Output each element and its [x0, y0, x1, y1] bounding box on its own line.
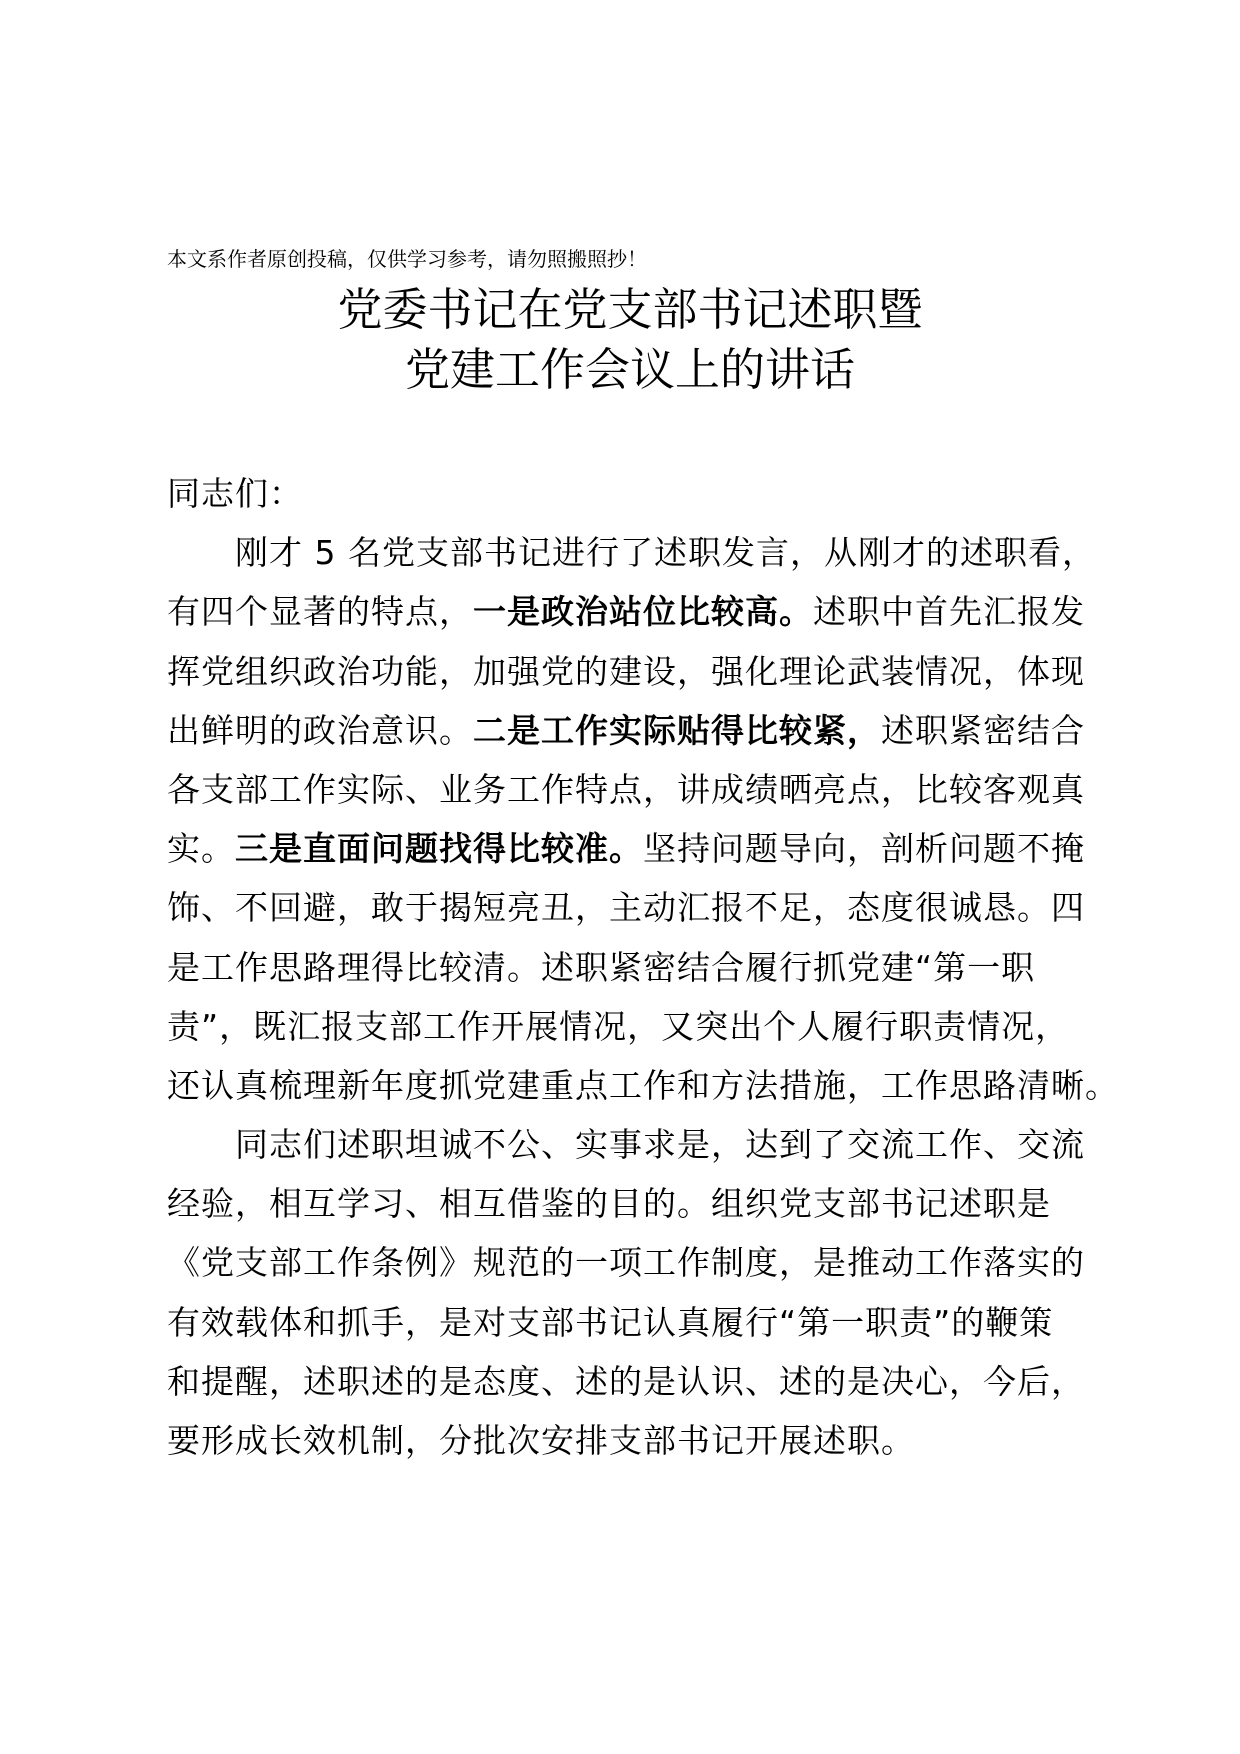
text-line	[167, 1293, 1107, 1352]
document-body	[167, 464, 1119, 1470]
text-run: 责”，既汇报支部工作开展情况，又突出个人履行职责情况，	[167, 1006, 1070, 1046]
text-line	[167, 523, 1107, 582]
text-line	[167, 701, 1107, 760]
salutation: 同志们：	[167, 474, 303, 513]
text-run: 有四个显著的特点，	[167, 592, 473, 632]
bold-text: 一是政治站位比较高。	[473, 592, 813, 632]
text-run: 出鲜明的政治意识。	[167, 710, 473, 750]
bold-text: 二是工作实际贴得比较紧，	[473, 710, 881, 750]
paragraph	[167, 523, 1119, 1115]
text-line	[167, 1233, 1107, 1292]
bold-text: 三是直面问题找得比较准。	[235, 829, 643, 869]
text-run: 同志们述职坦诚不公、实事求是，达到了交流工作、交流	[235, 1125, 1085, 1165]
text-run: 和提醒，述职述的是态度、述的是认识、述的是决心，今后，	[167, 1361, 1085, 1401]
paragraph	[167, 1115, 1107, 1470]
text-run: 坚持问题导向，剖析问题不掩	[643, 829, 1085, 869]
text-line	[167, 582, 1107, 641]
text-run: 还认真梳理新年度抓党建重点工作和方法措施，工作思路清晰。	[167, 1065, 1119, 1105]
text-run: 《党支部工作条例》规范的一项工作制度，是推动工作落实的	[167, 1243, 1085, 1283]
text-line	[167, 878, 1107, 937]
text-run: 述职中首先汇报发	[813, 592, 1085, 632]
text-line	[167, 938, 1107, 997]
copyright-notice: 本文系作者原创投稿，仅供学习参考，请勿照搬照抄！	[167, 247, 647, 271]
text-line	[167, 1174, 1107, 1233]
document-title-line-2: 党建工作会议上的讲话	[404, 343, 855, 396]
text-line	[167, 1352, 1107, 1411]
text-run: 饰、不回避，敢于揭短亮丑，主动汇报不足，态度很诚恳。四	[167, 888, 1085, 928]
text-run: 实。	[167, 829, 235, 869]
text-line	[167, 760, 1107, 819]
document-title-line-1: 党委书记在党支部书记述职暨	[337, 283, 923, 336]
text-run: 挥党组织政治功能，加强党的建设，强化理论武装情况，体现	[167, 651, 1085, 691]
text-line	[167, 997, 1107, 1056]
text-run: 述职紧密结合	[881, 710, 1085, 750]
text-line	[167, 819, 1107, 878]
text-run: 经验，相互学习、相互借鉴的目的。组织党支部书记述职是	[167, 1184, 1051, 1224]
text-run: 有效载体和抓手，是对支部书记认真履行“第一职责”的鞭策	[167, 1302, 1054, 1342]
text-run: 是工作思路理得比较清。述职紧密结合履行抓党建“第一职	[167, 947, 1036, 987]
text-line	[167, 1411, 1107, 1470]
text-run: 刚才 5 名党支部书记进行了述职发言，从刚才的述职看，	[235, 533, 1096, 573]
text-line	[167, 1056, 1119, 1115]
text-run: 要形成长效机制，分批次安排支部书记开展述职。	[167, 1421, 915, 1460]
text-run: 各支部工作实际、业务工作特点，讲成绩晒亮点，比较客观真	[167, 769, 1085, 809]
text-line	[167, 1115, 1107, 1174]
text-line	[167, 642, 1107, 701]
